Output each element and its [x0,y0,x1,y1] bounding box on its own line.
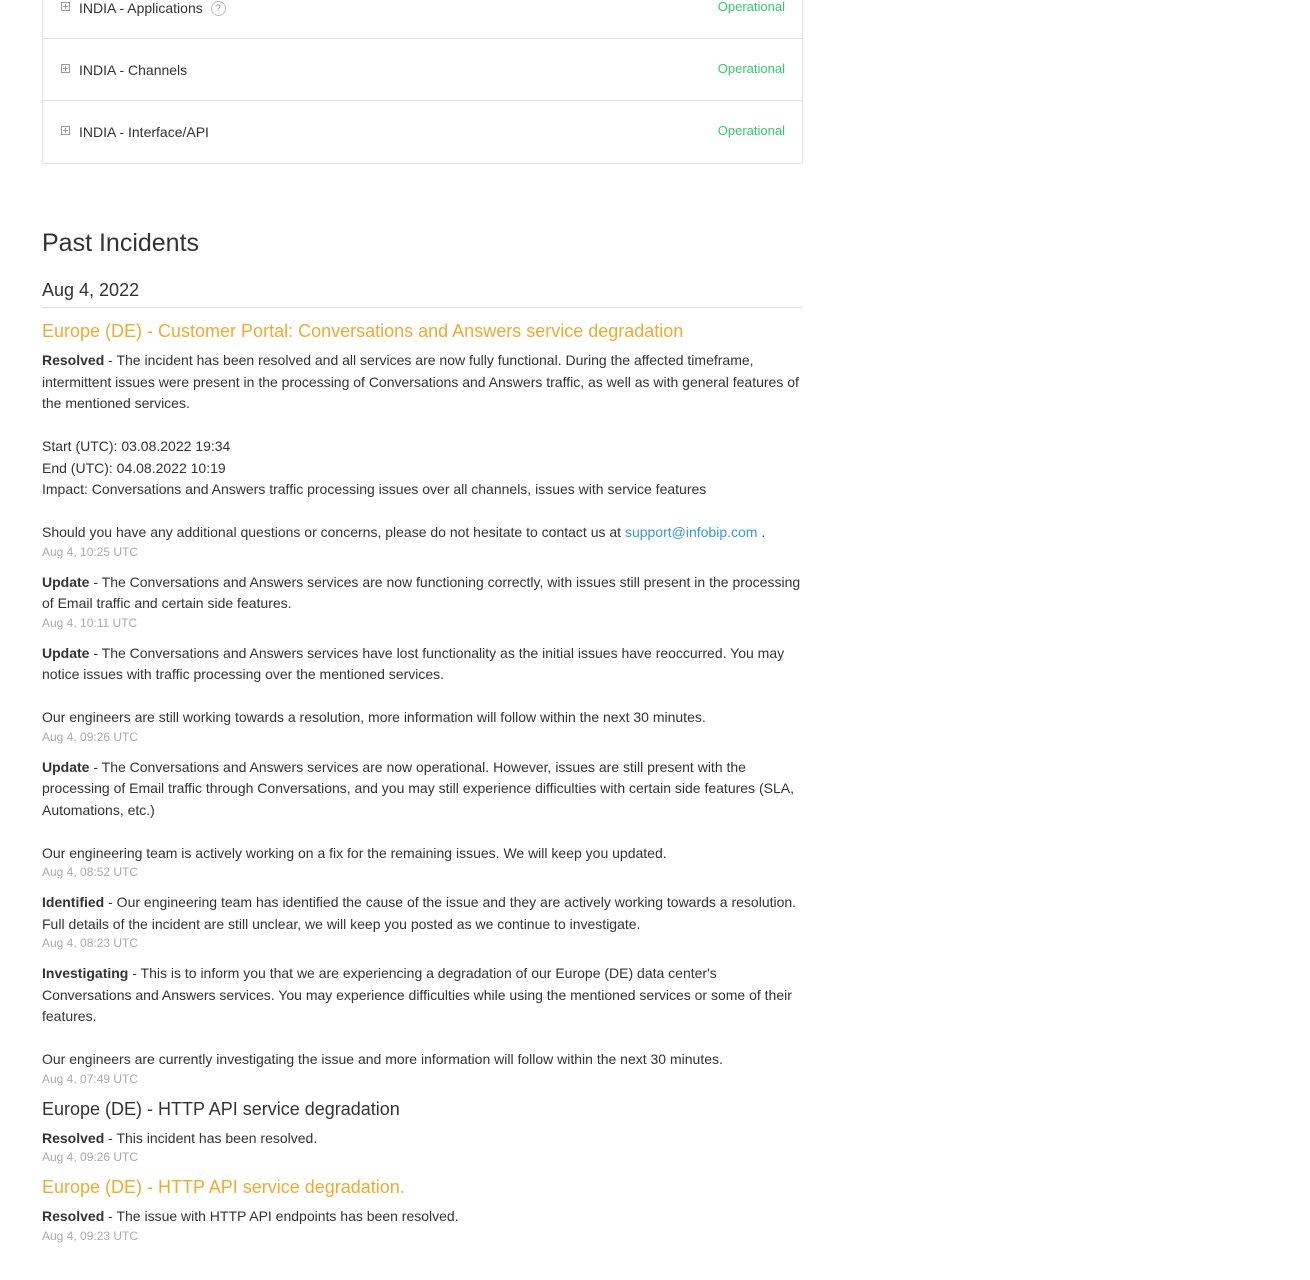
component-name: INDIA - Channels [79,62,188,78]
incident-update [42,892,802,935]
incident-day [42,280,802,1256]
incident-update [42,1128,802,1150]
incident-update [42,963,802,1071]
incident-update [42,643,802,729]
update-status: Update [42,758,90,775]
update-timestamp: Aug 4, 09:26 UTC [42,729,139,744]
update-extra: Our engineers are currently investigating the issue and more information will follow within the next 30 minutes. [42,1051,723,1067]
update-body: - The issue with HTTP API endpoints has been resolved. [104,1208,459,1224]
incident-title-link[interactable]: Europe (DE) - HTTP API service degradation. [42,1177,405,1197]
component-name: INDIA - Applications ? [79,0,226,16]
component-status: Operational [717,123,785,138]
incident-update [42,350,802,544]
update-body: - The Conversations and Answers services have lost functionality as the initial issues have reoccurred. You may notice issues with traffic processing over the mentioned services. [42,644,785,682]
support-email-link[interactable]: support@infobip.com [624,524,758,540]
update-timestamp: Aug 4, 10:11 UTC [42,615,138,630]
expand-icon[interactable] [61,126,70,135]
component-status: Operational [717,61,785,76]
incident-title-link[interactable]: Europe (DE) - HTTP API service degradation [42,1098,400,1119]
help-icon[interactable]: ? [211,1,226,16]
update-closing-suffix: . [757,524,766,540]
component-row-india-applications[interactable] [43,0,802,39]
update-body: - Our engineering team has identified the cause of the issue and they are actively working towards a resolution. Full details of the incident are still unclear, we will keep you posted as we continue to investigate. [42,894,797,932]
update-line: Start (UTC): 03.08.2022 19:34 [42,438,231,454]
update-status: Resolved [42,1208,105,1224]
incident-update [42,757,802,865]
update-status: Update [42,644,90,661]
expand-icon[interactable] [61,64,70,73]
update-closing: Should you have any additional questions or concerns, please do not hesitate to contact us at [42,524,625,540]
update-status: Resolved [42,352,105,368]
update-status: Update [42,573,90,590]
expand-icon[interactable] [61,2,70,11]
update-body: - The incident has been resolved and all services are now fully functional. During the affected timeframe, intermittent issues were present in the processing of Conversations and Answers traffic, as well as with general features of the mentioned services. [42,352,799,411]
update-body: - This incident has been resolved. [104,1129,318,1146]
day-date: Aug 4, 2022 [42,280,802,308]
components-container [42,0,803,164]
update-status: Identified [42,894,105,910]
update-body: - The Conversations and Answers services are now operational. However, issues are still present with the processing of Email traffic through Conversations, and you may still experience difficulties with certain side features (SLA, Automations, etc.) [42,758,794,818]
update-timestamp: Aug 4, 09:26 UTC [42,1150,139,1164]
incident-update [42,572,802,615]
update-status: Resolved [42,1129,105,1146]
component-row-india-interface-api[interactable] [43,101,802,163]
update-timestamp: Aug 4, 08:23 UTC [42,936,139,950]
component-row-india-channels[interactable] [43,39,802,101]
update-body: - This is to inform you that we are experiencing a degradation of our Europe (DE) data center's Conversations and Answers services. You may experience difficulties while using the mentioned services or some of their features. [42,965,792,1024]
update-line: End (UTC): 04.08.2022 10:19 [42,459,226,476]
component-status: Operational [717,0,785,14]
update-extra: Our engineers are still working towards a resolution, more information will follow within the next 30 minutes. [42,709,706,725]
update-status: Investigating [42,965,129,981]
incident-title-link[interactable]: Europe (DE) - Customer Portal: Conversations and Answers service degradation [42,321,684,341]
update-body: - The Conversations and Answers services are now functioning correctly, with issues still present in the processing of Email traffic and certain side features. [42,573,801,611]
update-timestamp: Aug 4, 10:25 UTC [42,544,139,559]
incident-update [42,1206,802,1228]
update-timestamp: Aug 4, 08:52 UTC [42,865,139,879]
update-timestamp: Aug 4, 07:49 UTC [42,1071,139,1086]
update-extra: Our engineering team is actively working on a fix for the remaining issues. We will keep you updated. [42,844,667,861]
past-incidents-title: Past Incidents [42,229,200,257]
update-line: Impact: Conversations and Answers traffic processing issues over all channels, issues with service features [42,481,707,497]
component-name: INDIA - Interface/API [79,124,209,140]
update-timestamp: Aug 4, 09:23 UTC [42,1228,139,1243]
